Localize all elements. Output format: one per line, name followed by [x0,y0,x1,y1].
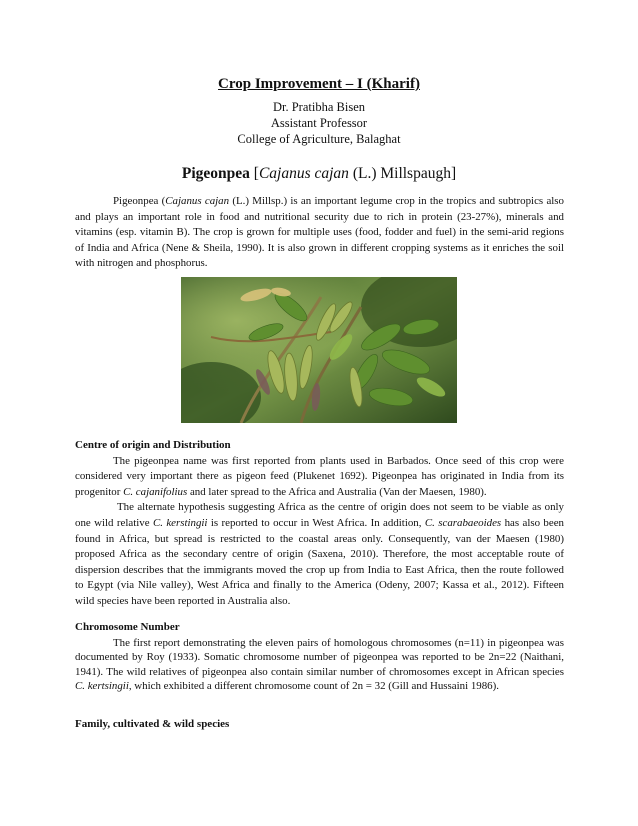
section-heading-chromosome: Chromosome Number [75,621,180,633]
chromosome-text: The first report demonstrating the eleven pairs of homologous chromosomes (n=11) in pigeonpea was documented by Roy (1933). Somatic chromosome number of pigeonpea was reported to be 2n=22 (Naithani, 1941). The wild relatives of pigeonpea also contain similar number of chromosomes except in African species [75,636,564,678]
section-origin [75,438,564,610]
intro-italic: Cajanus cajan [165,195,230,207]
document-title: Crop Improvement – I (Kharif) [218,76,420,92]
crop-scientific-name: Cajanus cajan [258,165,349,182]
crop-authority: (L.) Millspaugh] [348,165,457,182]
origin-text: The pigeonpea name was first reported from plants used in Barbados. Once seed of this crop were considered very important there as pigeon feed (Plukenet 1692). Pigeonpea has originated in India from its progenitor [75,454,564,498]
intro-text: Pigeonpea ( [113,195,166,207]
pigeonpea-plant-photo [181,277,457,423]
author-block [0,99,638,147]
chromosome-text: , which exhibited a different chromosome count of 2n = 32 (Gill and Hussaini 1986). [128,680,499,693]
intro-text: (L.) Millsp.) is an important legume crop in the tropics and subtropics also and plays an important role in food and nutritional security due to rich in protein (23-27%), minerals and vitamins (esp. vitamin B). The crop is grown for multiple uses (food, fodder and fuel) in the semi-arid regions of India and Africa (Nene & Sheila, 1990). It is also grown in different cropping systems as it enriches the soil with nitrogen and phosphorus. [75,195,564,270]
origin-text: is reported to occur in West Africa. In addition, [207,516,425,529]
crop-common-name: Pigeonpea [181,165,250,182]
origin-text: and later spread to the Africa and Australia (Van der Maesen, 1980). [187,485,487,498]
origin-italic: C. kerstingii [152,516,208,529]
chromosome-italic: C. kertsingii [75,680,129,693]
crop-bracket: [ [249,165,259,182]
origin-text: The alternate hypothesis suggesting Africa as the centre of origin does not seem to be viable as only one wild relative [75,501,564,529]
section-heading-family: Family, cultivated & wild species [75,718,230,730]
plant-photo-illustration [181,277,457,423]
chromosome-paragraph [75,636,564,694]
author-name: Dr. Pratibha Bisen [272,100,365,114]
origin-paragraph-1 [75,454,564,501]
section-heading-origin: Centre of origin and Distribution [75,439,231,451]
author-position: Assistant Professor [270,116,368,130]
section-chromosome [75,620,564,694]
intro-paragraph [75,194,564,272]
origin-paragraph-2 [75,500,564,609]
origin-italic: C. scarabaeoides [424,516,502,529]
origin-italic: C. cajanifolius [123,485,188,498]
author-institution: College of Agriculture, Balaghat [237,132,401,146]
section-family [75,717,564,733]
origin-text: has also been found in Africa, but spread is restricted to the coastal areas only. Consequently, van der Maesen (1980) proposed Africa as the secondary centre of origin (Saxena, 2010). Therefore, the most acceptable route of dispersion describes that the immigrants moved the crop up from India to East Africa, then the route followed to Egypt (via Nile valley), West Africa and finally to the America (Odeny, 2007; Kassa et al., 2012). Fifteen wild species have been reported in Australia also. [75,516,564,607]
crop-heading [0,165,638,183]
